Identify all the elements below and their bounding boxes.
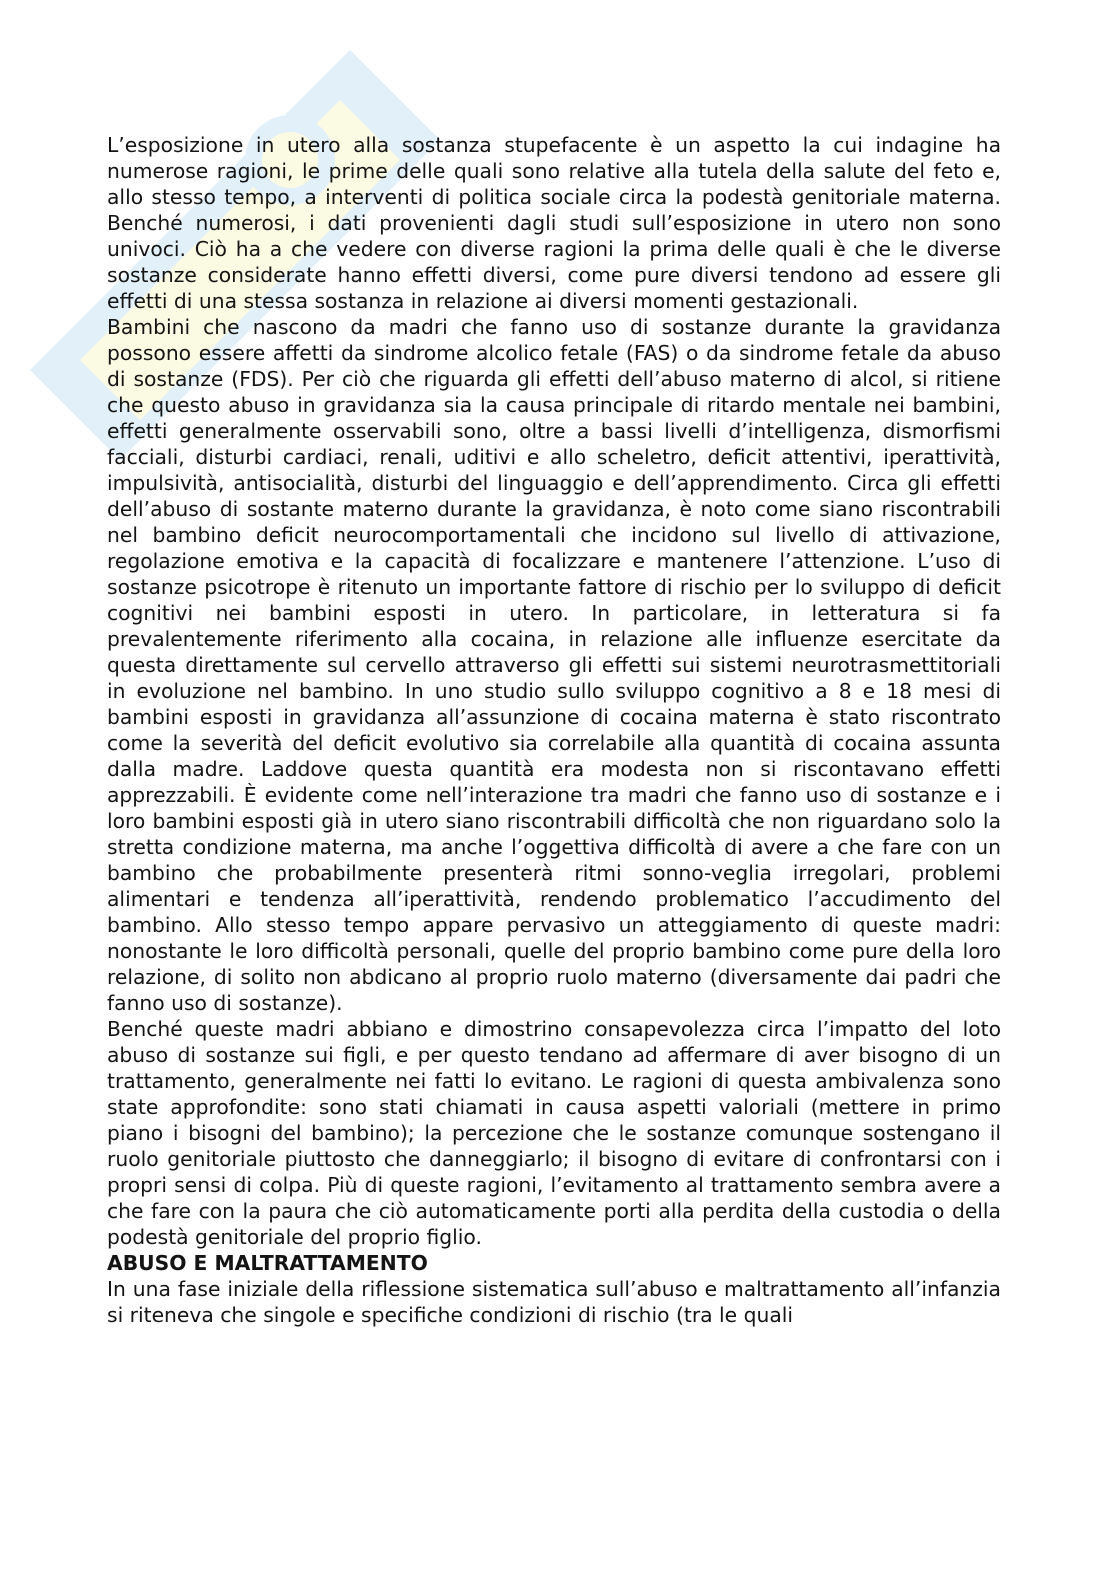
paragraph-treatment-ambivalence: Benché queste madri abbiano e dimostrino consapevolezza circa l’impatto del loto abuso di sostanze sui figli, e per questo tendano ad affermare di aver bisogno di un trattamento, generalmente nei fatti lo evitano. Le ragioni di questa ambivalenza sono state approfondite: sono stati chiamati in causa aspetti valoriali (mettere in primo piano i bisogni del bambino); la percezione che le sostanze comunque sostengano il ruolo genitoriale piuttosto che danneggiarlo; il bisogno di evitare di confrontarsi con i propri sensi di colpa. Più di queste ragioni, l’evitamento al trattamento sembra avere a che fare con la paura che ciò automaticamente porti alla perdita della custodia o della podestà genitoriale del proprio figlio. (107, 1017, 1001, 1249)
paragraph-abuse-intro: In una fase iniziale della riflessione sistematica sull’abuso e maltrattamento all’infanzia si riteneva che singole e specifiche condizioni di rischio (tra le quali (107, 1277, 1001, 1327)
document-body (107, 132, 1001, 1328)
paragraph-in-utero-exposure: L’esposizione in utero alla sostanza stupefacente è un aspetto la cui indagine ha numerose ragioni, le prime delle quali sono relative alla tutela della salute del feto e, allo stesso tempo, a interventi di politica sociale circa la podestà genitoriale materna. Benché numerosi, i dati provenienti dagli studi sull’esposizione in utero non sono univoci. Ciò ha a che vedere con diverse ragioni la prima delle quali è che le diverse sostanze considerate hanno effetti diversi, come pure diversi tendono ad essere gli effetti di una stessa sostanza in relazione ai diversi momenti gestazionali. (107, 133, 1001, 313)
paragraph-fas-fds-effects: Bambini che nascono da madri che fanno uso di sostanze durante la gravidanza possono essere affetti da sindrome alcolico fetale (FAS) o da sindrome fetale da abuso di sostanze (FDS). Per ciò che riguarda gli effetti dell’abuso materno di alcol, si ritiene che questo abuso in gravidanza sia la causa principale di ritardo mentale nei bambini, effetti generalmente osservabili sono, oltre a bassi livelli d’intelligenza, dismorfismi facciali, disturbi cardiaci, renali, uditivi e allo scheletro, deficit attentivi, iperattività, impulsività, antisocialità, disturbi del linguaggio e dell’apprendimento. Circa gli effetti dell’abuso di sostante materno durante la gravidanza, è noto come siano riscontrabili nel bambino deficit neurocomportamentali che incidono sul livello di attivazione, regolazione emotiva e la capacità di focalizzare e mantenere l’attenzione. L’uso di sostanze psicotrope è ritenuto un importante fattore di rischio per lo sviluppo di deficit cognitivi nei bambini esposti in utero. In particolare, in letteratura si fa prevalentemente riferimento alla cocaina, in relazione alle influenze esercitate da questa direttamente sul cervello attraverso gli effetti sui sistemi neurotrasmettitoriali in evoluzione nel bambino. In uno studio sullo sviluppo cognitivo a 8 e 18 mesi di bambini esposti in gravidanza all’assunzione di cocaina materna è stato riscontrato come la severità del deficit evolutivo sia correlabile alla quantità di cocaina assunta dalla madre. Laddove questa quantità era modesta non si riscontavano effetti apprezzabili. È evidente come nell’interazione tra madri che fanno uso di sostanze e i loro bambini esposti già in utero siano riscontrabili difficoltà che non riguardano solo la stretta condizione materna, ma anche l’oggettiva difficoltà di avere a che fare con un bambino che probabilmente presenterà ritmi sonno-veglia irregolari, problemi alimentari e tendenza all’iperattività, rendendo problematico l’accudimento del bambino. Allo stesso tempo appare pervasivo un atteggiamento di queste madri: nonostante le loro difficoltà personali, quelle del proprio bambino come pure della loro relazione, di solito non abdicano al proprio ruolo materno (diversamente dai padri che fanno uso di sostanze). (107, 315, 1001, 1015)
section-heading: ABUSO E MALTRATTAMENTO (107, 1251, 428, 1275)
